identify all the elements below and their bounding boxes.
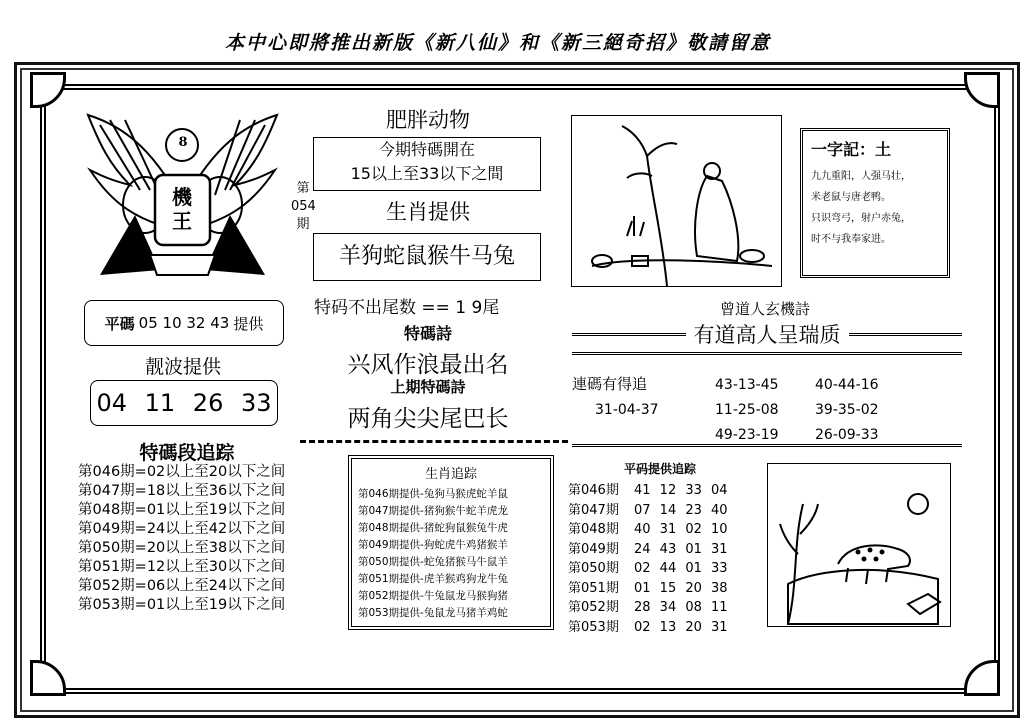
pingma-track-row: [568, 579, 758, 599]
zodiac-track-list: [358, 486, 544, 622]
yizi-lines: [811, 166, 939, 250]
yizi-title: 一字記：土: [811, 140, 892, 159]
segment-row: 第047期=18以上至36以下之间: [78, 483, 286, 499]
segment-row: 第048期=01以上至19以下之间: [78, 502, 286, 518]
xuanji-label: 連碼有得追: [572, 375, 648, 393]
ornament-divider: [300, 440, 568, 443]
segment-row: 第046期=02以上至20以下之间: [78, 464, 286, 480]
yizi-box: [800, 128, 950, 278]
zodiac-track-row: 第053期提供-兔鼠龙马猪羊鸡蛇: [358, 607, 508, 619]
zodiac-track-box: [348, 455, 554, 630]
pingma-track-issue: 第049期: [568, 541, 619, 557]
xuanji-cell: [595, 373, 715, 398]
pingma-track-row: [568, 520, 758, 540]
yizi-line: 只识弯弓，射户赤兔，: [811, 213, 911, 224]
last-poem-title: 上期特碼詩: [390, 378, 466, 396]
pingma-track-row: [568, 481, 758, 501]
segment-row: 第053期=01以上至19以下之间: [78, 597, 286, 613]
pingma-track-row: [568, 618, 758, 638]
segment-row: 第050期=20以上至38以下之间: [78, 540, 286, 556]
xuanji-cell: 40-44-16: [815, 377, 879, 393]
xuanji-cell: 31-04-37: [595, 402, 659, 418]
pingma-track-row: [568, 598, 758, 618]
segment-title: 特碼段追踪: [139, 442, 235, 464]
pingma-track-row: [568, 501, 758, 521]
xuanji-headline-row: [572, 323, 962, 347]
zodiac-track-row: 第049期提供-狗蛇虎牛鸡猪猴羊: [358, 539, 508, 551]
range-line2: 15以上至33以下之間: [350, 164, 504, 183]
segment-row: 第051期=12以上至30以下之间: [78, 559, 286, 575]
pingma-track-issue: 第046期: [568, 483, 619, 498]
yizi-line: 时不与我奉家进。: [811, 234, 891, 245]
pingma-track-list: [568, 481, 758, 637]
yizi-line: 米老鼠与唐老鸭。: [811, 192, 891, 203]
tail-label: 特码不出尾数 == 1 9尾: [314, 298, 500, 318]
range-line1: 今期特碼開在: [378, 140, 475, 159]
lady-illustration: [571, 115, 782, 287]
pingma-track-row: [568, 540, 758, 560]
pingma-track-nums: 24 43 01 31: [634, 541, 728, 557]
pingma-track-issue: 第053期: [568, 619, 619, 635]
pingma-track-issue: 第048期: [568, 522, 619, 537]
pingma-track-issue: 第047期: [568, 502, 619, 518]
pingma-track-issue: 第050期: [568, 561, 619, 576]
zodiac-track-row: 第046期提供-兔狗马猴虎蛇羊鼠: [358, 488, 508, 500]
pingma-suffix: 提供: [233, 314, 264, 333]
zodiac-track-title: 生肖追踪: [424, 467, 477, 482]
divider: [572, 352, 962, 355]
segment-row: 第049期=24以上至42以下之间: [78, 521, 286, 537]
pingma-numbers: 05 10 32 43: [138, 314, 230, 332]
pingma-track-nums: 40 31 02 10: [634, 522, 728, 537]
segment-row: 第052期=06以上至24以下之间: [78, 578, 286, 594]
divider: [849, 333, 963, 336]
issue-number: [291, 180, 315, 234]
pingma-track-issue: 第051期: [568, 580, 619, 596]
xuanji-row: [595, 398, 935, 423]
xuanji-cell: 49-23-19: [715, 427, 779, 443]
leopard-picture-icon: [768, 464, 950, 626]
issue-prefix: 第: [296, 181, 310, 196]
divider: [572, 444, 962, 447]
zodiac-track-row: 第048期提供-猪蛇狗鼠猴兔牛虎: [358, 522, 508, 534]
xuanji-cell: 43-13-45: [715, 377, 779, 393]
zodiac-track-row: 第052期提供-牛兔鼠龙马猴狗猪: [358, 590, 508, 602]
wave-title: 靓波提供: [144, 356, 221, 378]
pingma-box: [84, 300, 284, 346]
range-box: [313, 137, 541, 191]
issue-number-value: 054: [291, 199, 316, 214]
center-title: 肥胖动物: [386, 108, 470, 132]
poem-title: 特碼詩: [403, 324, 452, 343]
pingma-track-title: 平码提供追踪: [623, 462, 696, 476]
logo-badge: 8: [178, 135, 188, 150]
pingma-track-nums: 41 12 33 04: [634, 483, 728, 498]
divider: [572, 333, 686, 336]
issue-suffix: 期: [296, 217, 310, 232]
xuanji-headline: 有道高人呈瑞质: [693, 323, 841, 347]
pingma-track-nums: 28 34 08 11: [634, 600, 728, 615]
zodiac-list: 羊狗蛇鼠猴牛马兔: [313, 233, 541, 281]
pingma-track-row: [568, 559, 758, 579]
zodiac-track-row: 第051期提供-虎羊猴鸡狗龙牛兔: [358, 573, 508, 585]
pingma-track-nums: 02 44 01 33: [634, 561, 728, 576]
lady-picture-icon: [572, 116, 781, 286]
eagle-logo: [80, 105, 285, 285]
leopard-illustration: [767, 463, 951, 627]
logo-text: 機王: [172, 185, 192, 233]
zodiac-track-row: 第050期提供-蛇兔猪猴马牛鼠羊: [358, 556, 508, 568]
segment-list: [78, 463, 308, 615]
xuanji-cell: 39-35-02: [815, 402, 879, 418]
zodiac-track-row: 第047期提供-猪狗猴牛蛇羊虎龙: [358, 505, 508, 517]
banner: 本中心即將推出新版《新八仙》和《新三絕奇招》敬請留意: [225, 32, 772, 54]
poem-text: 兴风作浪最出名: [347, 352, 509, 378]
xuanji-rows: [595, 373, 935, 448]
xuanji-cell: 11-25-08: [715, 402, 779, 418]
xuanji-row: [595, 373, 935, 398]
xuanji-cell: 26-09-33: [815, 427, 879, 443]
yizi-line: 九九重阳，人强马壮，: [811, 171, 911, 182]
pingma-track-nums: 02 13 20 31: [634, 619, 728, 635]
zodiac-title: 生肖提供: [386, 200, 470, 224]
wave-numbers: 04 11 26 33: [90, 380, 278, 426]
pingma-track-issue: 第052期: [568, 600, 619, 615]
pingma-track-nums: 01 15 20 38: [634, 580, 728, 596]
pingma-track-nums: 07 14 23 40: [634, 502, 728, 518]
xuanji-title: 曾道人玄機詩: [719, 300, 810, 318]
pingma-label: 平碼: [104, 314, 135, 333]
last-poem-text: 两角尖尖尾巴长: [347, 406, 509, 432]
